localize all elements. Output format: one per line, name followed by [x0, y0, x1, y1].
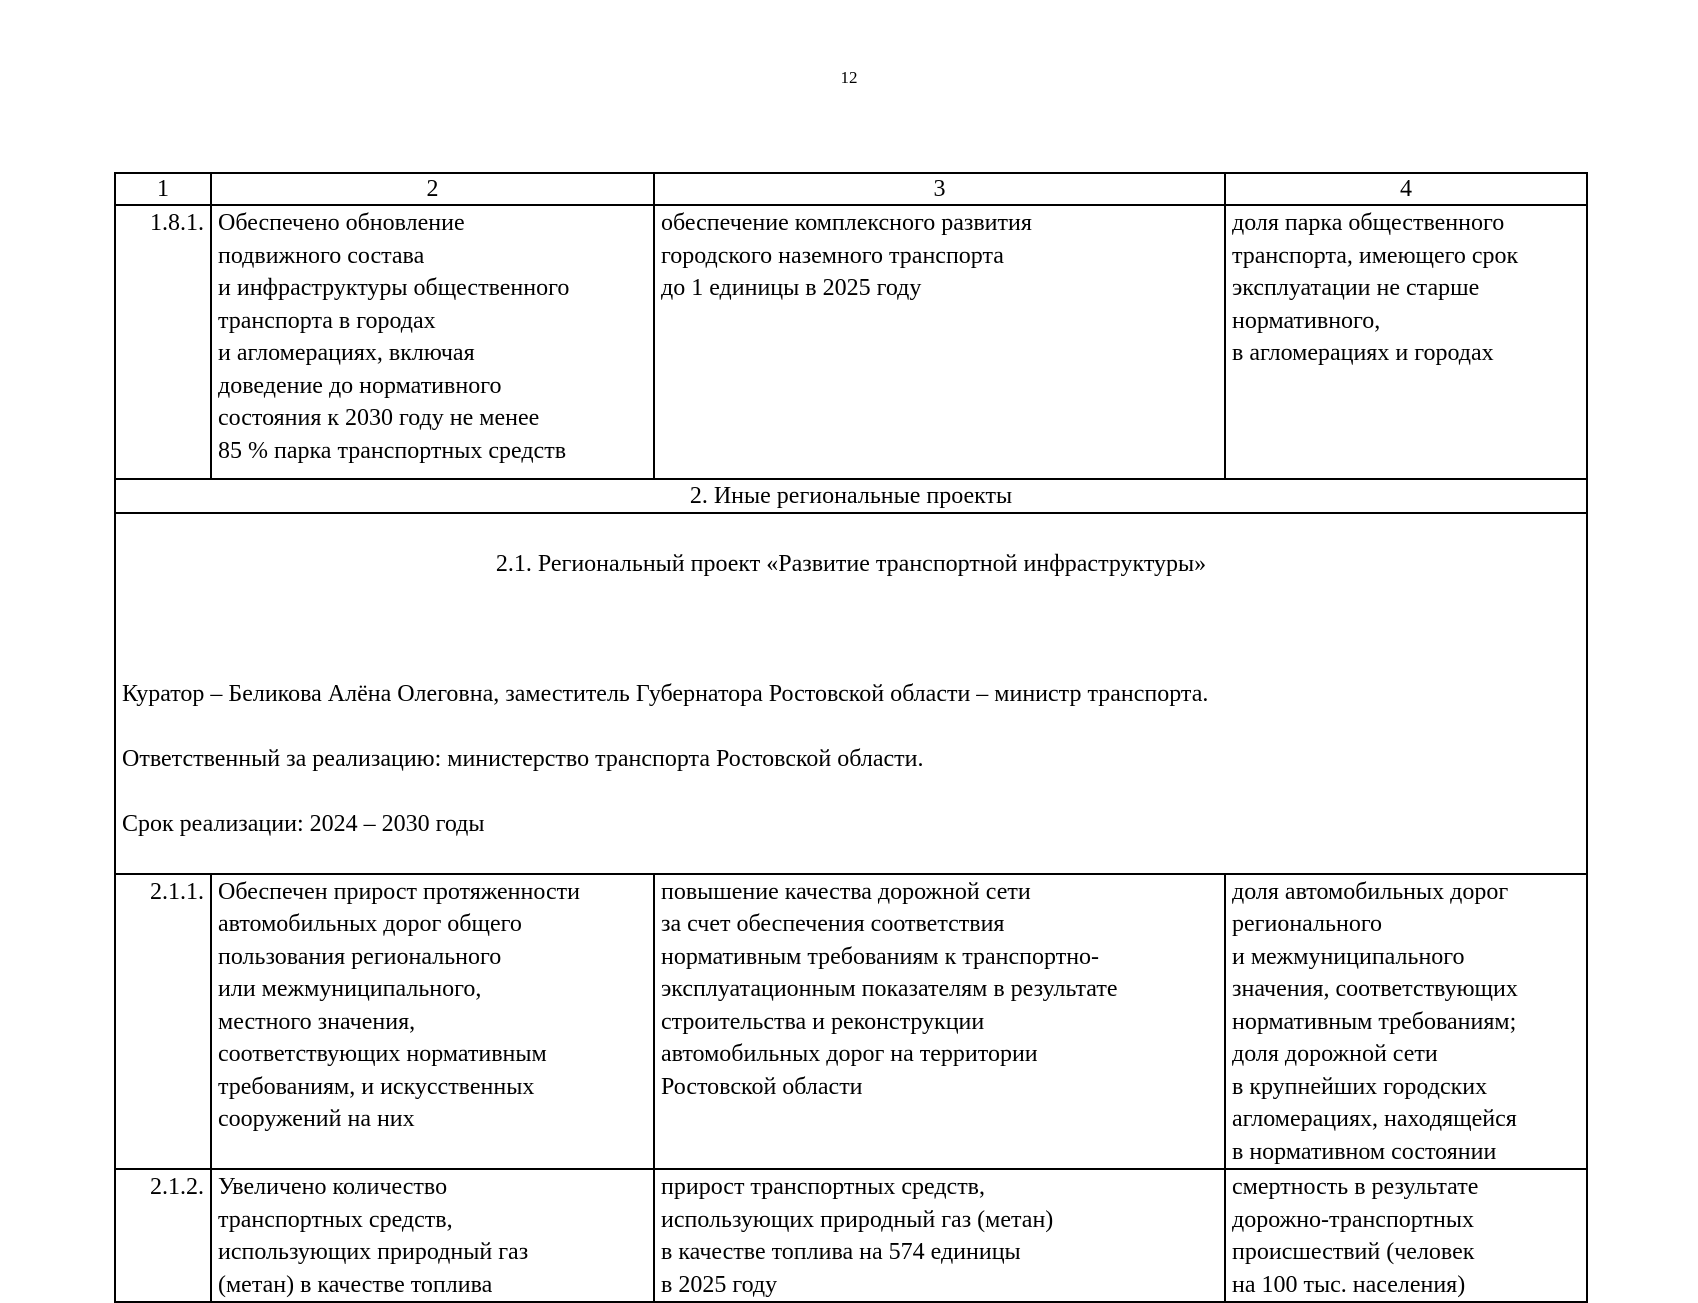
table-row — [115, 874, 1587, 1170]
row-number: 2.1.2. — [115, 1169, 211, 1302]
description-cell: прирост транспортных средств, использующих природный газ (метан) в качестве топлива на 574 единицы в 2025 году — [654, 1169, 1225, 1302]
row-number: 2.1.1. — [115, 874, 211, 1170]
task-cell: Увеличено количество транспортных средств, использующих природный газ (метан) в качестве топлива — [211, 1169, 654, 1302]
project-title: 2.1. Региональный проект «Развитие транспортной инфраструктуры» — [495, 550, 1207, 577]
row-number: 1.8.1. — [115, 205, 211, 479]
project-row — [115, 513, 1587, 874]
measures-table — [114, 172, 1588, 1303]
task-cell: Обеспечено обновление подвижного состава и инфраструктуры общественного транспорта в городах и агломерациях, включая доведение до нормативного состояния к 2030 году не менее 85 % парка транспортных средств — [211, 205, 654, 479]
section-heading-row — [115, 479, 1587, 513]
header-cell-4: 4 — [1225, 173, 1587, 205]
project-spacer — [122, 613, 1580, 646]
header-cell-3: 3 — [654, 173, 1225, 205]
section-heading: 2. Иные региональные проекты — [115, 479, 1587, 513]
table-header-row — [115, 173, 1587, 205]
table-row — [115, 1169, 1587, 1302]
project-period: Срок реализации: 2024 – 2030 годы — [122, 810, 485, 837]
project-responsible: Ответственный за реализацию: министерство транспорта Ростовской области. — [122, 745, 924, 772]
page-number: 12 — [840, 68, 858, 87]
table-row — [115, 205, 1587, 479]
indicator-cell: смертность в результате дорожно-транспортных происшествий (человек на 100 тыс. населения) — [1225, 1169, 1587, 1302]
description-cell: повышение качества дорожной сети за счет обеспечения соответствия нормативным требованиям к транспортно- эксплуатационным показателям в результате строительства и реконструкции автомобильных дорог на территории Ростовской области — [654, 874, 1225, 1170]
indicator-cell: доля парка общественного транспорта, имеющего срок эксплуатации не старше нормативного, в агломерациях и городах — [1225, 205, 1587, 479]
project-curator: Куратор – Беликова Алёна Олеговна, заместитель Губернатора Ростовской области – министр транспорта. — [122, 680, 1209, 707]
header-cell-1: 1 — [115, 173, 211, 205]
description-cell: обеспечение комплексного развития городского наземного транспорта до 1 единицы в 2025 году — [654, 205, 1225, 479]
project-info-cell — [115, 513, 1587, 874]
indicator-cell: доля автомобильных дорог регионального и межмуниципального значения, соответствующих нормативным требованиям; доля дорожной сети в крупнейших городских агломерациях, находящейся в нормативном состоянии — [1225, 874, 1587, 1170]
task-cell: Обеспечен прирост протяженности автомобильных дорог общего пользования регионального или межмуниципального, местного значения, соответствующих нормативным требованиям, и искусственных сооружений на них — [211, 874, 654, 1170]
header-cell-2: 2 — [211, 173, 654, 205]
